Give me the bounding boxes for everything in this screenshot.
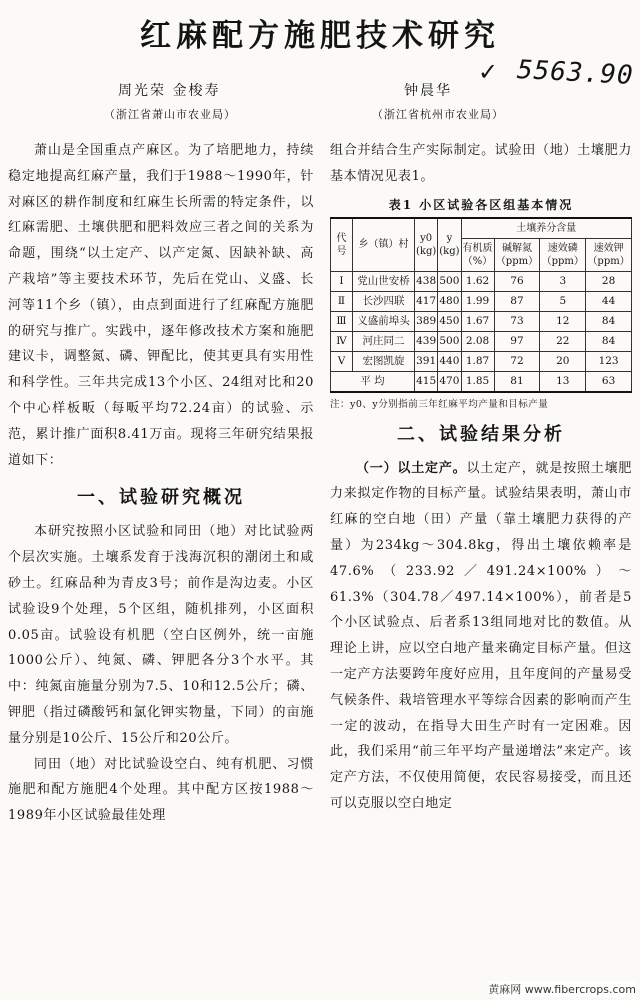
cell-nitrogen: 72	[494, 351, 540, 371]
cell-organic: 1.85	[461, 371, 494, 392]
y0-unit: (kg)	[416, 245, 437, 257]
cell-potassium: 28	[586, 271, 632, 291]
cell-y0: 439	[415, 331, 438, 351]
cell-y0: 415	[415, 371, 438, 392]
author-left: 周光荣 金梭寿	[118, 83, 221, 99]
table-row	[331, 271, 632, 291]
table-title: 表1 小区试验各区组基本情况	[388, 197, 574, 212]
cell-y: 500	[438, 271, 461, 291]
cell-y: 500	[438, 331, 461, 351]
col-head-code: 代号	[331, 218, 353, 272]
cell-y: 470	[438, 371, 461, 392]
soil-table	[330, 217, 632, 393]
subheading-1: （一）以土定产。	[356, 460, 467, 476]
cell-phosphorus: 5	[540, 291, 586, 311]
cell-y: 440	[438, 351, 461, 371]
col-head-organic: 有机质（%）	[461, 238, 494, 271]
cell-organic: 2.08	[461, 331, 494, 351]
affiliation-right: （浙江省杭州市农业局）	[372, 108, 504, 121]
cell-potassium: 63	[586, 371, 632, 392]
cell-code: Ⅰ	[331, 271, 353, 291]
table-row	[331, 331, 632, 351]
cell-potassium: 123	[586, 351, 632, 371]
cell-phosphorus: 20	[540, 351, 586, 371]
col-head-phosphorus: 速效磷（ppm）	[540, 238, 586, 271]
cell-y0: 417	[415, 291, 438, 311]
cell-location: 党山世安桥	[353, 271, 415, 291]
affiliation-left: （浙江省萧山市农业局）	[104, 108, 236, 121]
cell-nitrogen: 81	[494, 371, 540, 392]
col-head-y0	[415, 218, 438, 272]
cell-nitrogen: 76	[494, 271, 540, 291]
right-column	[330, 138, 632, 817]
results-paragraph	[330, 456, 632, 817]
cell-nitrogen: 97	[494, 331, 540, 351]
table-row	[331, 291, 632, 311]
methods-paragraph-1: 本研究按照小区试验和同田（地）对比试验两个层次实施。土壤系发育于浅海沉积的潮闭土和咸砂土。红麻品种为青皮3号；前作是沟边麦。小区试验设9个处理，5个区组，随机排列，小区面积0.05亩。试验设有机肥（空白区例外，统一亩施1000公斤）、纯氮、磷、钾肥各分3个水平。其中：纯氮亩施量分别为7.5、10和12.5公斤；磷、钾肥（指过磷酸钙和氯化钾实物量，下同）的亩施量分别是10公斤、15公斤和20公斤。	[8, 524, 314, 746]
cell-location: 长沙四联	[353, 291, 415, 311]
cell-phosphorus: 12	[540, 311, 586, 331]
cell-location: 河庄同二	[353, 331, 415, 351]
col-head-location: 乡（镇）村	[353, 218, 415, 272]
cell-potassium: 84	[586, 331, 632, 351]
cell-average-label: 平 均	[331, 371, 415, 392]
cell-nitrogen: 87	[494, 291, 540, 311]
watermark: 黄麻网 www.fibercrops.com	[488, 983, 636, 996]
cell-organic: 1.67	[461, 311, 494, 331]
cell-location: 义盛前埠头	[353, 311, 415, 331]
intro-paragraph: 萧山是全国重点产麻区。为了培肥地力，持续稳定地提高红麻产量，我们于1988～1990年，针对麻区的耕作制度和红麻生长所需的特定条件，以红麻需肥、土壤供肥和肥料效应三者之间的关系为命题，围绕“以土定产、以产定氮、因缺补缺、高产栽培”等主要技术环节，先后在党山、义盛、长河等11个乡（镇），由点到面进行了红麻配方施肥的研究与推广。实践中，逐年修改技术方案和施肥建议卡，调整氮、磷、钾配比，使其更具有实用性和科学性。三年共完成13个小区、24组对比和20个中心样板畈（每畈平均72.24亩）的试验、示范，累计推广面积8.41万亩。现将三年研究结果报道如下：	[8, 143, 314, 468]
cell-location: 宏图凯旋	[353, 351, 415, 371]
left-column	[8, 138, 314, 829]
handwritten-check-mark: ✓	[478, 58, 499, 86]
col-head-nitrogen: 碱解氮（ppm）	[494, 238, 540, 271]
cell-y0: 438	[415, 271, 438, 291]
cell-y: 480	[438, 291, 461, 311]
table-row	[331, 311, 632, 331]
cell-code: Ⅴ	[331, 351, 353, 371]
handwritten-number: 5563.90	[516, 54, 635, 92]
cell-organic: 1.87	[461, 351, 494, 371]
cell-organic: 1.99	[461, 291, 494, 311]
col-head-soil: 土壤养分含量	[461, 218, 631, 239]
cell-phosphorus: 22	[540, 331, 586, 351]
cell-code: Ⅳ	[331, 331, 353, 351]
col-head-y	[438, 218, 461, 272]
table-note: 注：y0、y分别指前三年红麻平均产量和目标产量	[330, 398, 549, 410]
y-symbol: y	[446, 232, 453, 244]
methods-paragraph-2: 同田（地）对比试验设空白、纯有机肥、习惯施肥和配方施肥4个处理。其中配方区按1988～1989年小区试验最佳处理	[8, 756, 314, 824]
cell-code: Ⅱ	[331, 291, 353, 311]
author-right: 钟晨华	[404, 83, 452, 99]
cell-organic: 1.62	[461, 271, 494, 291]
cell-y: 450	[438, 311, 461, 331]
cell-phosphorus: 13	[540, 371, 586, 392]
table-row	[331, 351, 632, 371]
y-unit: (kg)	[439, 245, 460, 257]
results-text: 以土定产，就是按照土壤肥力来拟定作物的目标产量。试验结果表明，萧山市红麻的空白地（田）产量（靠土壤肥力获得的产量）为234kg～304.8kg，得出土壤依赖率是47.6%（233.92／491.24×100%）～61.3%（304.78／497.14×100%），前者是5个小区试验点、后者系13组同地对比的数值。从理论上讲，应以空白地产量来确定目标产量。但这一定产方法要跨年度好应用，且年度间的产量易受气候条件、栽培管理水平等综合因素的影响而产生一定的波动，在指导大田生产时有一定困难。因此，我们采用“前三年平均产量递增法”来定产。该定产方法，不仅使用简便，农民容易接受，而且还可以克服以空白地定	[330, 460, 632, 811]
cell-y0: 391	[415, 351, 438, 371]
cell-potassium: 84	[586, 311, 632, 331]
table-average-row	[331, 371, 632, 392]
article-title: 红麻配方施肥技术研究	[140, 18, 500, 54]
cell-nitrogen: 73	[494, 311, 540, 331]
y0-symbol: y0	[420, 232, 433, 244]
cell-potassium: 44	[586, 291, 632, 311]
cell-phosphorus: 3	[540, 271, 586, 291]
cell-code: Ⅲ	[331, 311, 353, 331]
section-heading-1: 一、试验研究概况	[77, 487, 245, 509]
continuation-paragraph: 组合并结合生产实际制定。试验田（地）土壤肥力基本情况见表1。	[330, 143, 632, 184]
cell-y0: 389	[415, 311, 438, 331]
col-head-potassium: 速效钾（ppm）	[586, 238, 632, 271]
section-heading-2: 二、试验结果分析	[397, 423, 565, 445]
